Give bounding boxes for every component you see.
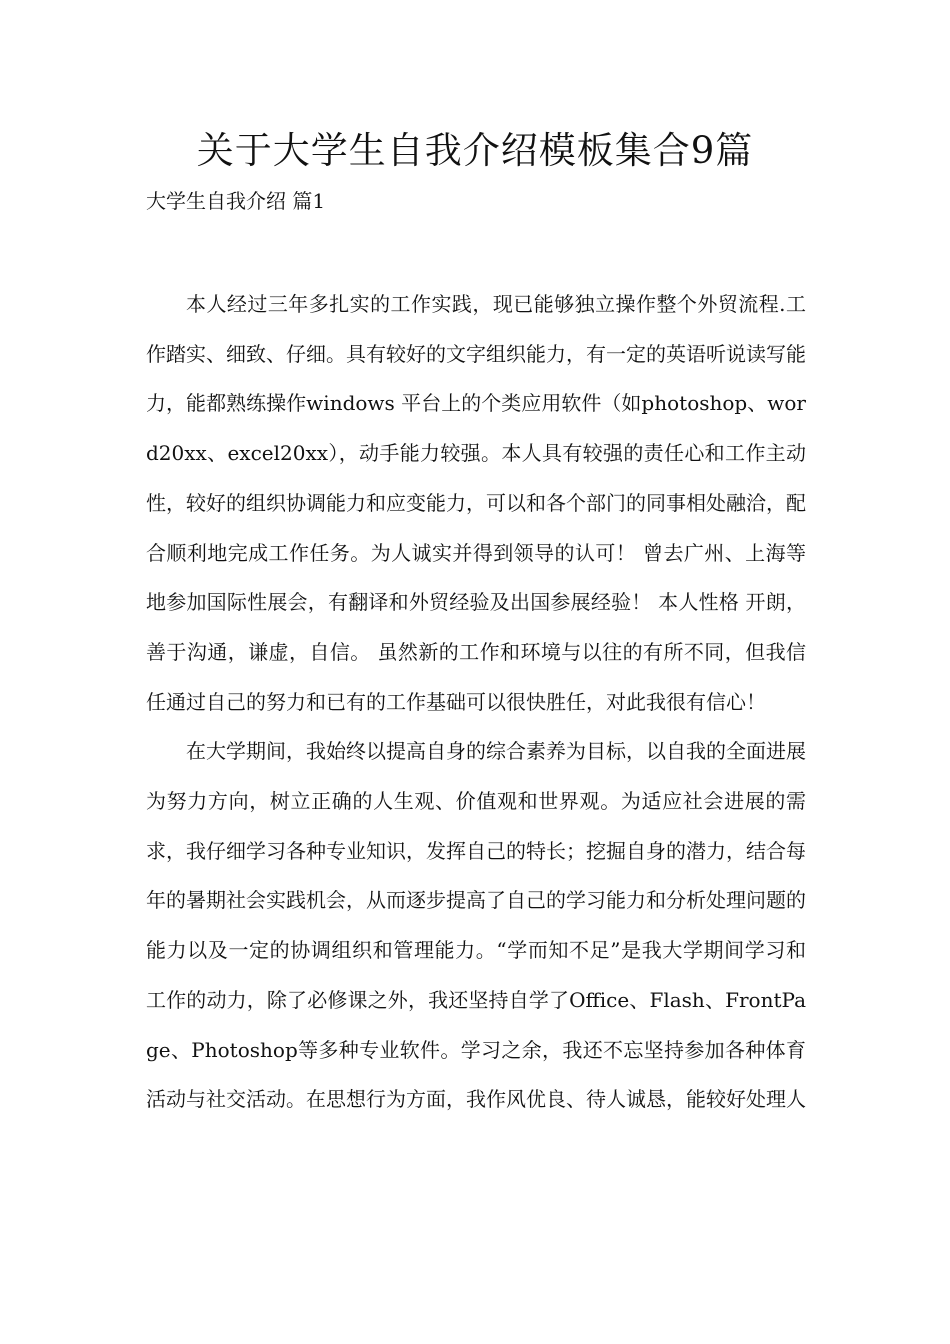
section-heading: 大学生自我介绍 篇1 [146,189,326,213]
paragraph: 在大学期间，我始终以提高自身的综合素养为目标，以自我的全面进展为努力方向，树立正确的人生观、价值观和世界观。为适应社会进展的需求，我仔细学习各种专业知识，发挥自己的特长；挖掘自身的潜力，结合每年的暑期社会实践机会，从而逐步提高了自己的学习能力和分析处理问题的能力以及一定的协调组织和管理能力。“学而知不足”是我大学期间学习和工作的动力，除了必修课之外，我还坚持自学了Office、Flash、FrontPage、Photoshop等多种专业软件。学习之余，我还不忘坚持参加各种体育活动与社交活动。在思想行为方面，我作风优良、待人诚恳，能较好处理人 [146,739,806,1112]
document-title: 关于大学生自我介绍模板集合9篇 [196,129,754,172]
paragraph: 本人经过三年多扎实的工作实践，现已能够独立操作整个外贸流程.工作踏实、细致、仔细。具有较好的文字组织能力，有一定的英语听说读写能力，能都熟练操作windows 平台上的个类应用软件（如photoshop、word20xx、excel20xx），动手能力较强。本人具有较强的责任心和工作主动性，较好的组织协调能力和应变能力，可以和各个部门的同事相处融洽，配合顺利地完成工作任务。为人诚实并得到领导的认可！ 曾去广州、上海等地参加国际性展会，有翻译和外贸经验及出国参展经验！ 本人性格 开朗，善于沟通，谦虚，自信。 虽然新的工作和环境与以往的有所不同，但我信任通过自己的努力和已有的工作基础可以很快胜任，对此我很有信心！ [146,292,806,714]
document-body [146,280,806,1125]
